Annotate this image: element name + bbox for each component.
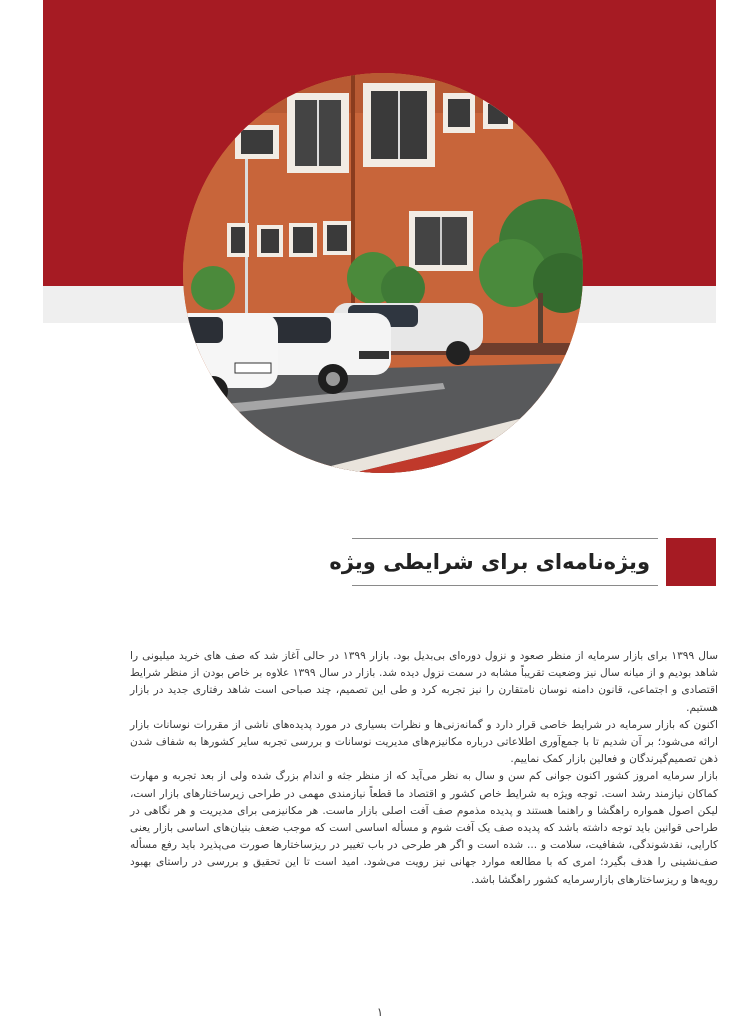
heading-frame <box>329 538 658 586</box>
paragraph: بازار سرمایه امروز کشور اکنون جوانی کم سن و سال به نظر می‌آید که از منظر جثه و اندام بزرگ شده ولی از بعد تجربه و مهارت کماکان نیازمند رشد است. توجه ویژه به شرایط خاص کشور و اقتصاد ما قطعاً نیازمندی مهمی در طراحی زیرساختارهای بازار است، لیکن اصول همواره راهگشا و راهنما هستند و پدیده مذموم صف آفت اصلی بازار ماست. هر مکانیزمی برای مدیریت و هر نگاهی در طراحی قوانین باید توجه داشته باشد که پدیده صف یک آفت شوم و مسأله اساسی است که موجب ضعف بنیان‌های اساسی بازار یعنی کارایی، نقدشوندگی، شفافیت، سلامت و ... شده است و اگر هر طرحی در باب تغییر در ریزساختارها صورت می‌پذیرد باید رفع مسأله صف‌نشینی را هدف بگیرد؛ امری که با مطالعه موارد جهانی نیز رویت می‌شود. امید است تا این تحقیق و بررسی در راستای بهبود رویه‌ها و ریزساختارهای بازارسرمایه کشور راهگشا باشد. <box>130 770 718 886</box>
title-accent-block <box>666 538 716 586</box>
paragraph: اکنون که بازار سرمایه در شرایط خاصی قرار دارد و گمانه‌زنی‌ها و نظرات بسیاری در مورد پدیده‌های ناشی از مقررات نوسانات بازار ارائه می‌شود؛ بر آن شدیم تا با جمع‌آوری اطلاعاتی درباره مکانیزم‌های مدیریت نوسانات و بررسی تجربه سایر کشورها به شفاف شدن ذهن تصمیم‌گیرندگان و فعالین بازار کمک نماییم. <box>130 718 718 766</box>
paragraph: سال ۱۳۹۹ برای بازار سرمایه از منظر صعود و نزول دوره‌ای بی‌بدیل بود. بازار ۱۳۹۹ در حالی آغاز شد که صف های خرید میلیونی را شاهد بودیم و از میانه سال نیز وضعیت تقریباً مشابه در سمت نزول دیده شد. بازار در سال ۱۳۹۹ علاوه بر خاص بودن از منظر شرایط اقتصادی و اجتماعی، قانون دامنه نوسان نامتقارن را نیز تجربه کرد و طی این تصمیم، چند صباحی است شاهد رفتاری جدید در بازار هستیم. <box>130 650 719 714</box>
photo-building-parked-cars-icon <box>183 73 583 473</box>
page-title: ویژه‌نامه‌ای برای شرایطی ویژه <box>329 550 650 574</box>
page-number: ۱ <box>376 1005 384 1019</box>
body-text <box>130 648 718 889</box>
cover-photo <box>183 73 583 473</box>
